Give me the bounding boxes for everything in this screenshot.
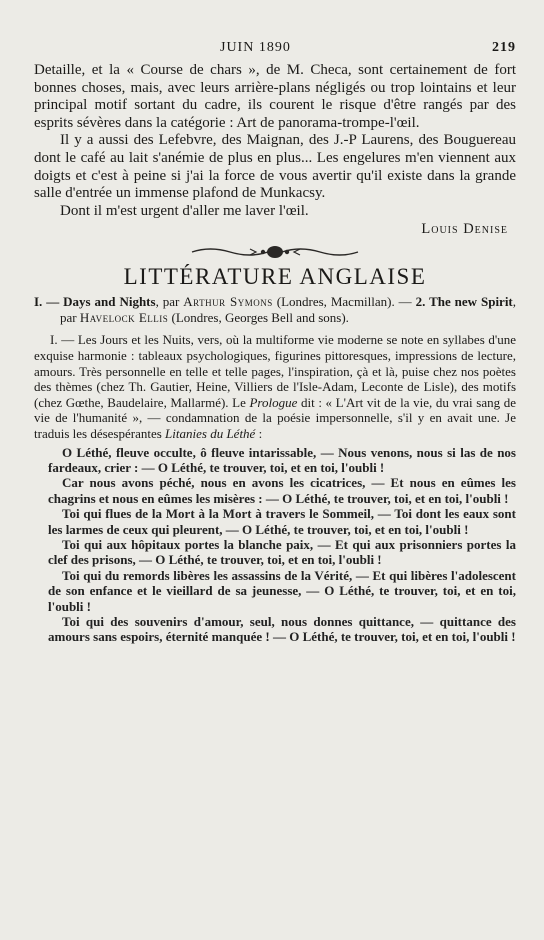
verse-5: Toi qui du remords libères les assassins de la Vérité, — Et qui libères l'adolescent de son enfance et le vieillard de sa jeunesse, — O Léthé, te trouver, toi, et en toi, l'oubli !	[48, 567, 516, 614]
review-text-3: :	[255, 425, 263, 441]
book-author-1: Arthur Symons	[183, 294, 273, 310]
book-title-1: Days and Nights	[63, 294, 156, 310]
review-paragraph	[34, 332, 516, 441]
page-number: 219	[492, 40, 516, 55]
running-head	[34, 40, 516, 62]
verse-4: Toi qui aux hôpitaux portes la blanche paix, — Et qui aux prisonniers portes la clef des prisons, — O Léthé, te trouver, toi, et en toi, l'oubli !	[48, 536, 516, 568]
book-by-2: , par	[60, 294, 517, 326]
book-list-prefix-1: I. —	[34, 294, 64, 310]
verse-6: Toi qui des souvenirs d'amour, seul, nous donnes quittance, — quittance des amours sans espoirs, éternité manquée ! — O Léthé, te trouver, toi, et en toi, l'oubli !	[48, 613, 516, 645]
section-ornament	[34, 244, 516, 262]
running-head-title: JUIN 1890	[220, 40, 291, 55]
article-paragraph-2: Il y a aussi des Lefebvre, des Maignan, des J.-P Laurens, des Bouguereau dont le café au lait s'anémie de plus en plus... Les engelures m'en viennent aux doigts et c'est à peine si j'ai la force de vous avertir qu'il existe dans la grande salle d'entrée un immense plafond de Munkacsy.	[34, 132, 516, 202]
review-prologue: Prologue	[249, 394, 298, 410]
book-author-2: Havelock Ellis	[79, 310, 169, 326]
review-text-1: I. — Les Jours et les Nuits, vers, où la multiforme vie moderne se note en syllabes d'une exquise harmonie : tableaux psychologiques, figurines pittoresques, impressions de lecture, amours. Très personnelle en telle et telle pages, l'inspiration, çà et là, puise chez nos poètes des thèmes (chez Th. Gautier, Heine, Villiers de l'Isle-Adam, Leconte de Lisle), des motifs (chez Gœthe, Baudelaire, Mallarmé). Le	[34, 332, 516, 410]
ornament-flourish-icon	[190, 244, 360, 260]
article-paragraph-3: Dont il m'est urgent d'aller me laver l'œil.	[60, 202, 309, 219]
book-publisher-1: (Londres, Macmillan). —	[272, 294, 416, 310]
author-signature: Louis Denise	[421, 221, 508, 238]
verse-3: Toi qui flues de la Mort à la Mort à travers le Sommeil, — Toi dont les eaux sont les larmes de ceux qui pleurent, — O Léthé, te trouver, toi, et en toi, l'oubli !	[48, 506, 516, 537]
section-title: LITTÉRATURE ANGLAISE	[123, 264, 427, 290]
article-paragraph-1: Detaille, et la « Course de chars », de M. Checa, sont certainement de fort bonnes choses, mais, avec leurs arrière-plans négligés ou trop lointains et leur principal motif sortant du cadre, ils courent le risque d'être rangés par des esprits sévères dans la catégorie : Art de panorama-trompe-l'œil.	[34, 62, 516, 131]
book-list	[34, 294, 516, 326]
book-title-2: The new Spirit	[429, 294, 513, 310]
book-list-prefix-2: 2.	[415, 294, 430, 310]
review-text-2: dit : « L'Art vit de la vie, du vrai sang de vie de l'humanité », — condamnation de la poésie impersonnelle, s'il y en avait une. Je traduis les désespérantes	[34, 394, 516, 441]
review-litanies-title: Litanies du Léthé	[165, 425, 256, 441]
book-by-1: , par	[155, 294, 184, 310]
verse-2: Car nous avons péché, nous en avons les cicatrices, — Et nous en eûmes les chagrins et nous en eûmes les misères : — O Léthé, te trouver, toi, et en toi, l'oubli !	[48, 475, 516, 506]
book-publisher-2: (Londres, Georges Bell and sons).	[168, 310, 349, 326]
verse-1: O Léthé, fleuve occulte, ô fleuve intarissable, — Nous venons, nous si las de nos fardeaux, crier : — O Léthé, te trouver, toi, et en toi, l'oubli !	[48, 444, 516, 475]
